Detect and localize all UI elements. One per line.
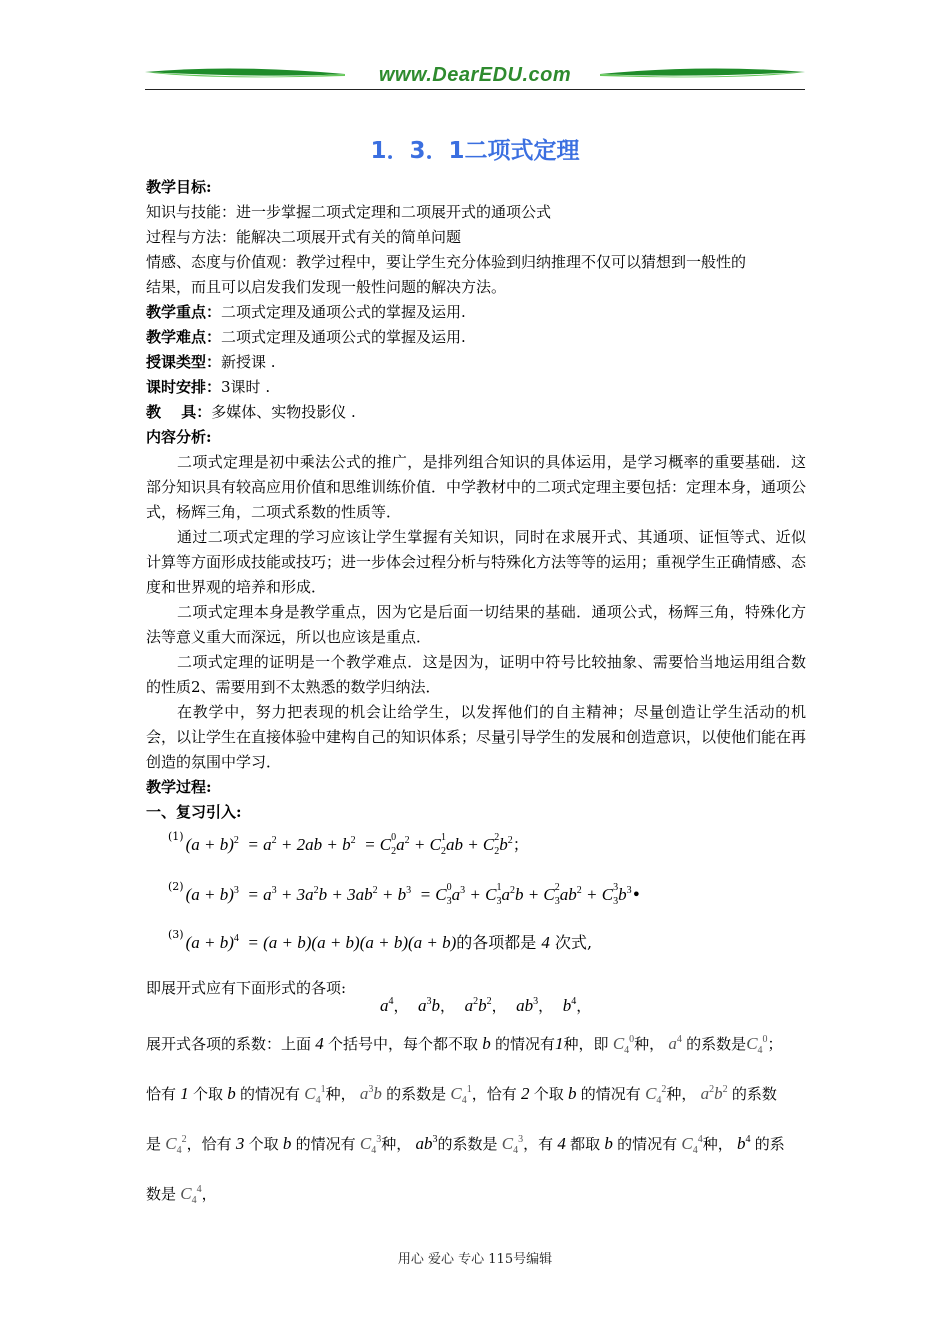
coef-line-1: 展开式各项的系数：上面 4 个括号中，每个都不取 b 的情况有1种，即 $C_4^0$种， $a^4$ 的系数是$C_4^0$；: [146, 1034, 783, 1056]
brand-logo-text: www.DearEDU.com: [378, 64, 572, 86]
analysis-heading: 内容分析:: [146, 428, 212, 446]
coef-text: ，: [201, 1185, 217, 1203]
meta-value: 3课时 .: [221, 378, 271, 396]
equation-number: (3): [168, 928, 184, 941]
coef-text: 的系: [754, 1135, 785, 1153]
analysis-paragraph: 二项式定理是初中乘法公式的推广，是排列组合知识的具体运用，是学习概率的重要基础．这部分知识具有较高应用价值和思维训练价值．中学教材中的二项式定理主要包括：定理本身，通项公式，杨辉三角，二项式系数的性质等．: [146, 453, 807, 521]
coef-text: 个括号中，每个都不取: [328, 1035, 479, 1053]
meta-label: 教学难点：: [146, 328, 222, 346]
equation-number: (1): [168, 830, 184, 843]
analysis-paragraph: 二项式定理的证明是一个教学难点．这是因为，证明中符号比较抽象、需要恰当地运用组合数的性质2、需要用到不太熟悉的数学归纳法．: [146, 653, 806, 696]
coef-text: 都取: [570, 1135, 601, 1153]
goal-line: 知识与技能：进一步掌握二项式定理和二项展开式的通项公式: [146, 203, 552, 221]
coef-text: 的系数: [731, 1085, 777, 1103]
equation-3: $^{(3)}$ $(a + b)^4 = (a + b)(a + b)(a + b)(a + b)$的各项都是 4 次式,: [168, 928, 593, 952]
coef-text: 恰有: [146, 1085, 177, 1103]
equation-3-text: 的各项都是: [456, 933, 537, 952]
meta-row: [146, 375, 806, 400]
goals-heading: 教学目标:: [146, 178, 212, 196]
coef-text: 个取: [193, 1085, 224, 1103]
coef-line-3: 是 $C_4^2$，恰有 3 个取 b 的情况有 $C_4^3$种， $ab^3$的系数是 $C_4^3$，有 4 都取 b 的情况有 $C_4^4$种， $b^4$ 的系: [146, 1134, 785, 1156]
coef-text: 种，: [381, 1135, 412, 1153]
meta-value: 多媒体、实物投影仪 .: [211, 403, 356, 421]
header-rule: [145, 89, 805, 90]
coef-text: 是: [146, 1135, 162, 1153]
lesson-content: [146, 175, 806, 825]
process-heading: 教学过程:: [146, 778, 212, 796]
coef-text: 种，: [634, 1035, 665, 1053]
meta-label: 教 具：: [146, 403, 212, 421]
section-heading: 一、复习引入:: [146, 803, 242, 821]
meta-value: 二项式定理及通项公式的掌握及运用.: [221, 303, 466, 321]
equation-3-text: 次式,: [555, 933, 593, 952]
equation-tail: ；: [512, 835, 529, 854]
meta-label: 课时安排：: [146, 378, 222, 396]
coef-text: 的情况有: [295, 1135, 356, 1153]
coef-line-2: 恰有 1 个取 b 的情况有 $C_4^1$种， $a^3b$ 的系数是 $C_4^1$，恰有 2 个取 b 的情况有 $C_4^2$种， $a^2b^2$ 的系数: [146, 1084, 777, 1106]
page-title: 1．3．1二项式定理: [370, 138, 580, 164]
coef-text: ，恰有: [186, 1135, 232, 1153]
terms-list: $a^4$， $a^3b$， $a^2b^2$， $ab^3$， $b^4$，: [380, 996, 592, 1015]
terms-lead: 即展开式应有下面形式的各项:: [146, 979, 347, 997]
meta-label: 教学重点：: [146, 303, 222, 321]
coef-text: 种，即: [563, 1035, 609, 1053]
meta-row: [146, 325, 806, 350]
equation-2: $^{(2)}$ $(a + b)^3 = a^3 + 3a^2b + 3ab^2 + b^3 = C$ $_{0 3}a^3 + C$ $_{1 3}a^2b + C$ $_{2 3}ab^2 + C$ $_{3 3}b^3•$: [168, 880, 642, 907]
coef-text: 种，: [666, 1085, 697, 1103]
meta-row: [146, 300, 806, 325]
meta-value: 二项式定理及通项公式的掌握及运用.: [221, 328, 466, 346]
coef-text: 展开式各项的系数：上面: [146, 1035, 312, 1053]
goal-line: 过程与方法：能解决二项展开式有关的简单问题: [146, 228, 462, 246]
coef-text: ；: [767, 1035, 783, 1053]
coef-text: 的情况有: [495, 1035, 556, 1053]
coef-text: 的情况有: [580, 1085, 641, 1103]
equation-number: (2): [168, 880, 184, 893]
coef-text: 的系数是: [386, 1085, 447, 1103]
coef-text: 种，: [325, 1085, 356, 1103]
coef-text: ，恰有: [471, 1085, 517, 1103]
meta-row: [146, 400, 806, 425]
equation-tail: •: [631, 885, 642, 904]
meta-row: [146, 350, 806, 375]
page-footer: 用心 爱心 专心 115号编辑: [397, 1252, 553, 1267]
coef-text: 的系数是: [437, 1135, 498, 1153]
coef-text: 种，: [702, 1135, 733, 1153]
header-banner: [145, 62, 805, 92]
coef-line-4: 数是 $C_4^4$，: [146, 1184, 217, 1206]
coef-text: 的情况有: [240, 1085, 301, 1103]
analysis-paragraph: 通过二项式定理的学习应该让学生掌握有关知识，同时在求展开式、其通项、证恒等式、近似计算等方面形成技能或技巧；进一步体会过程分析与特殊化方法等等的运用；重视学生正确情感、态度和世界观的培养和形成．: [146, 528, 807, 596]
meta-value: 新授课 .: [221, 353, 276, 371]
goal-line: 情感、态度与价值观：教学过程中，要让学生充分体验到归纳推理不仅可以猜想到一般性的: [146, 253, 747, 271]
equation-1: $^{(1)}$ $(a + b)^2 = a^2 + 2ab + b^2 = C$ $_{0 2}a^2 + C$ $_{1 2}$ab + C $_{2 2}b^2$；: [168, 830, 529, 857]
coef-text: 个取: [533, 1085, 564, 1103]
coef-text: 的情况有: [617, 1135, 678, 1153]
coef-text: ，有: [523, 1135, 554, 1153]
analysis-paragraph: 在教学中，努力把表现的机会让给学生，以发挥他们的自主精神；尽量创造让学生活动的机会，以让学生在直接体验中建构自己的知识体系；尽量引导学生的发展和创造意识，以使他们能在再创造的氛围中学习．: [146, 703, 807, 771]
goal-line: 结果，而且可以启发我们发现一般性问题的解决方法。: [146, 278, 507, 296]
coef-text: 的系数是: [686, 1035, 747, 1053]
coef-text: 数是: [146, 1185, 177, 1203]
meta-label: 授课类型：: [146, 353, 222, 371]
coef-text: 个取: [248, 1135, 279, 1153]
analysis-paragraph: 二项式定理本身是教学重点，因为它是后面一切结果的基础．通项公式，杨辉三角，特殊化方法等意义重大而深远，所以也应该是重点．: [146, 603, 806, 646]
degree-value: 4: [541, 933, 550, 952]
